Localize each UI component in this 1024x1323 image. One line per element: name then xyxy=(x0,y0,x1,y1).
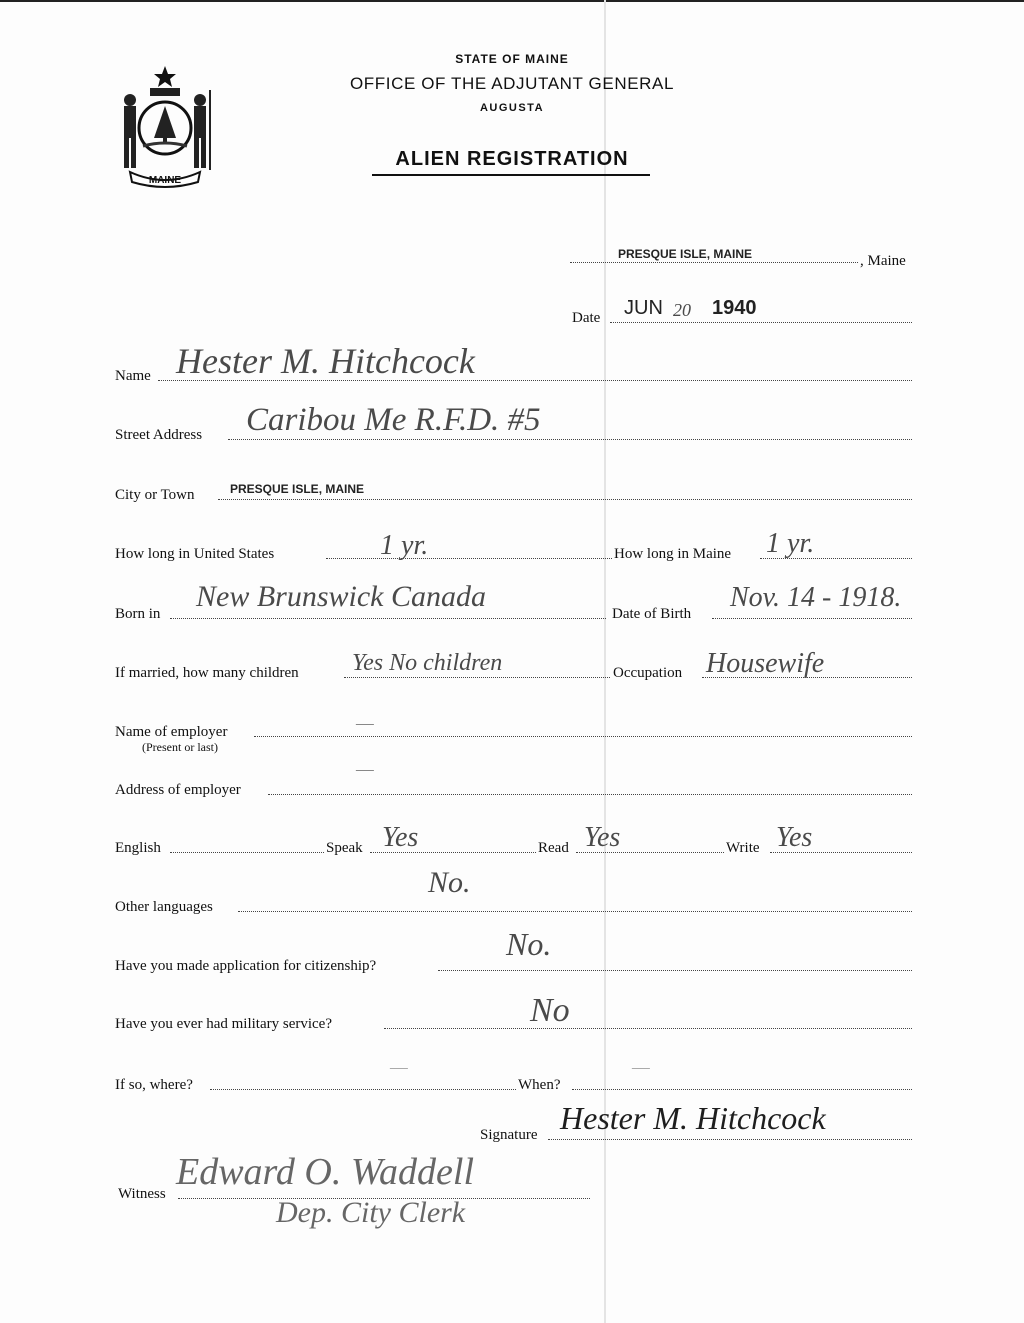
military-label: Have you ever had military service? xyxy=(115,1016,332,1032)
header-office: OFFICE OF THE ADJUTANT GENERAL xyxy=(349,74,675,93)
header-city: AUGUSTA xyxy=(479,102,545,114)
read-label: Read xyxy=(538,840,569,856)
witness-handwritten: Edward O. Waddell xyxy=(176,1151,475,1193)
speak-label: Speak xyxy=(326,840,363,856)
signature-line xyxy=(548,1139,912,1140)
employer-line xyxy=(254,736,912,737)
born-label: Born in xyxy=(115,606,161,622)
long-maine-handwritten: 1 yr. xyxy=(766,528,815,559)
date-label: Date xyxy=(572,310,601,326)
dob-line xyxy=(712,618,912,619)
occupation-label: Occupation xyxy=(613,665,683,681)
title-underline xyxy=(372,174,650,176)
citizenship-handwritten: No. xyxy=(506,926,552,962)
seal-text: MAINE xyxy=(148,175,182,186)
date-month-stamp: JUN xyxy=(624,297,663,319)
military-line xyxy=(384,1028,912,1029)
employer-address-handwritten: — xyxy=(356,758,374,780)
write-handwritten: Yes xyxy=(776,822,813,853)
employer-address-line xyxy=(268,794,912,795)
place-line xyxy=(570,262,858,263)
employer-handwritten: — xyxy=(356,712,374,734)
witness-title-handwritten: Dep. City Clerk xyxy=(276,1196,466,1229)
signature-handwritten: Hester M. Hitchcock xyxy=(560,1100,826,1136)
name-label: Name xyxy=(115,368,151,384)
city-line xyxy=(218,499,912,500)
signature-label: Signature xyxy=(480,1127,538,1143)
when-handwritten: — xyxy=(632,1056,650,1078)
other-languages-handwritten: No. xyxy=(428,866,471,899)
married-label: If married, how many children xyxy=(115,665,299,681)
write-label: Write xyxy=(726,840,760,856)
form-title: ALIEN REGISTRATION xyxy=(395,148,629,170)
english-label: English xyxy=(115,840,161,856)
date-year-stamp: 1940 xyxy=(712,297,757,319)
header-state: STATE OF MAINE xyxy=(455,52,569,66)
married-line xyxy=(344,677,610,678)
english-line xyxy=(170,852,324,853)
born-line xyxy=(170,618,606,619)
top-border xyxy=(0,0,1024,2)
other-languages-line xyxy=(238,911,912,912)
long-us-label: How long in United States xyxy=(115,546,275,562)
citizenship-line xyxy=(438,970,912,971)
date-line xyxy=(610,322,912,323)
occupation-handwritten: Housewife xyxy=(706,648,825,679)
long-maine-label: How long in Maine xyxy=(614,546,732,562)
military-handwritten: No xyxy=(530,992,570,1029)
street-handwritten: Caribou Me R.F.D. #5 xyxy=(246,402,541,438)
employer-note: (Present or last) xyxy=(142,740,218,754)
employer-address-label: Address of employer xyxy=(115,782,241,798)
date-day-handwritten: 20 xyxy=(673,300,691,320)
employer-label: Name of employer xyxy=(115,724,228,740)
where-line xyxy=(210,1089,516,1090)
long-us-handwritten: 1 yr. xyxy=(380,530,429,561)
street-label: Street Address xyxy=(115,427,203,443)
city-label: City or Town xyxy=(115,487,195,503)
other-languages-label: Other languages xyxy=(115,899,213,915)
name-handwritten: Hester M. Hitchcock xyxy=(176,341,475,381)
dob-handwritten: Nov. 14 - 1918. xyxy=(730,582,902,613)
citizenship-label: Have you made application for citizenship? xyxy=(115,958,377,974)
witness-label: Witness xyxy=(118,1186,166,1202)
city-stamp: PRESQUE ISLE, MAINE xyxy=(230,482,365,496)
dob-label: Date of Birth xyxy=(612,606,692,622)
place-stamp: PRESQUE ISLE, MAINE xyxy=(618,247,753,261)
speak-handwritten: Yes xyxy=(382,822,419,853)
where-label: If so, where? xyxy=(115,1077,193,1093)
long-us-line xyxy=(326,558,612,559)
when-label: When? xyxy=(518,1077,561,1093)
born-handwritten: New Brunswick Canada xyxy=(196,580,486,613)
married-handwritten: Yes No children xyxy=(352,650,503,676)
where-handwritten: — xyxy=(390,1056,408,1078)
street-line xyxy=(228,439,912,440)
read-handwritten: Yes xyxy=(584,822,621,853)
when-line xyxy=(572,1089,912,1090)
place-suffix-label: , Maine xyxy=(860,253,906,269)
